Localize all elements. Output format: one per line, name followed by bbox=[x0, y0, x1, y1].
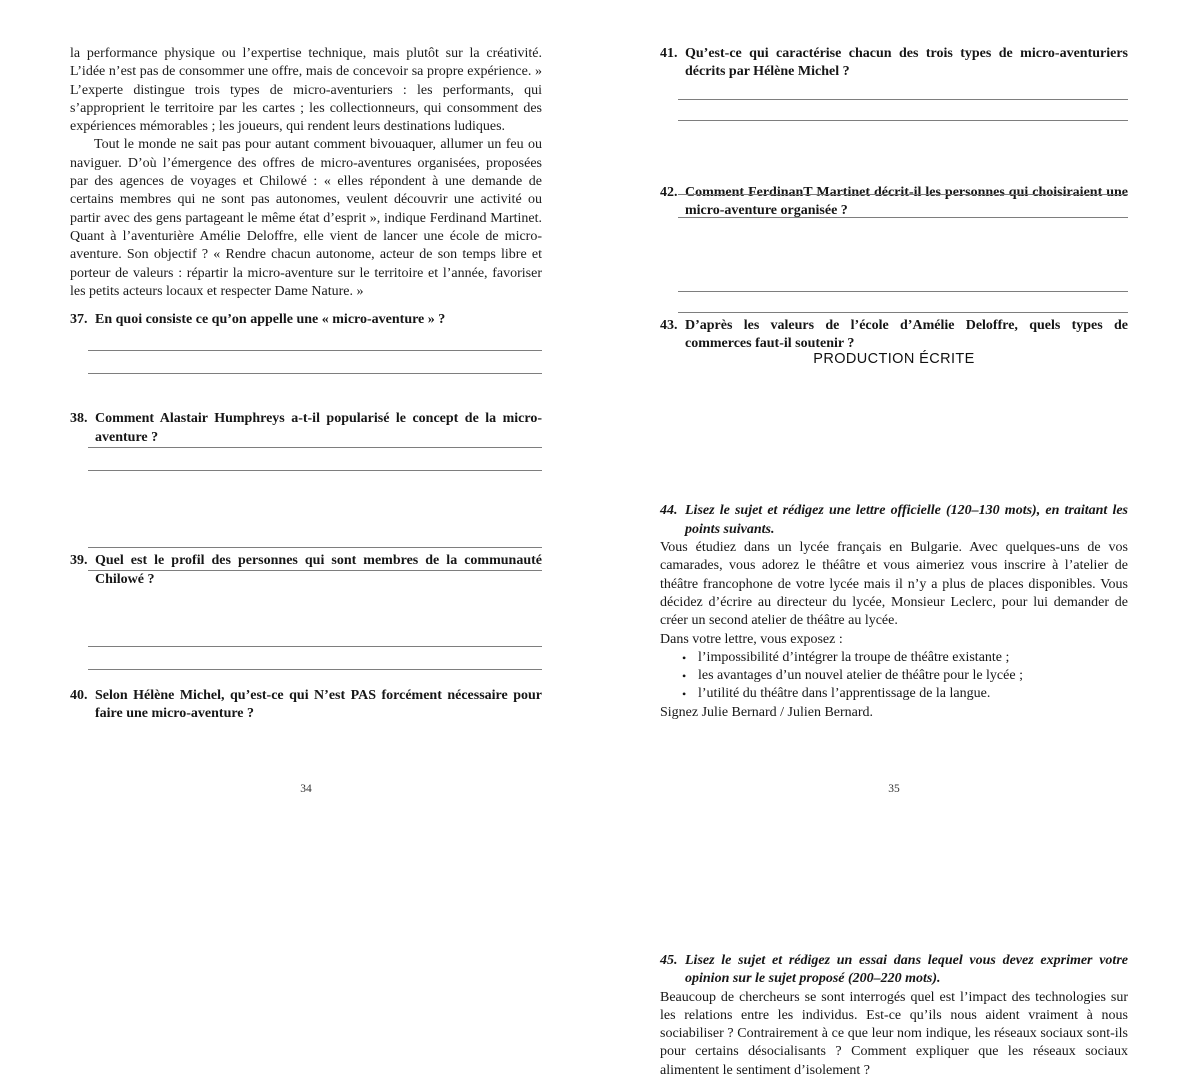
page-number-right: 35 bbox=[888, 783, 900, 795]
question-item-37 bbox=[70, 311, 542, 329]
answer-line bbox=[88, 646, 542, 647]
page-left bbox=[70, 0, 542, 852]
bullet-item: • l’impossibilité d’intégrer la troupe de théâtre existante ; bbox=[660, 649, 1128, 667]
answer-line bbox=[88, 470, 542, 471]
task-item-44 bbox=[660, 502, 1128, 722]
task-body: Vous étudiez dans un lycée français en Bulgarie. Avec quelques-uns de vos camarades, vous adorez le théâtre et vous aimeriez vous inscrire à l’atelier de théâtre francophone de votre lycée mais il n’y a plus de places disponibles. Vous décidez d’écrire au directeur du lycée, Monsieur Leclerc, pour lui demander de créer un second atelier de théâtre au lycée. bbox=[660, 540, 1128, 629]
question-text: Quel est le profil des personnes qui sont membres de la communauté Chilowé ? bbox=[95, 553, 542, 587]
task-lead-in: Dans votre lettre, vous exposez : bbox=[660, 631, 843, 647]
bullet-item: • les avantages d’un nouvel atelier de théâtre pour le lycée ; bbox=[660, 667, 1128, 685]
answer-line bbox=[678, 312, 1128, 313]
task-signature: Signez Julie Bernard / Julien Bernard. bbox=[660, 704, 874, 720]
answer-line bbox=[678, 120, 1128, 121]
question-item-42 bbox=[660, 184, 1128, 221]
task-instruction bbox=[660, 502, 1128, 539]
page-right bbox=[660, 0, 1128, 1078]
bullet-item: • l’utilité du théâtre dans l’apprentissage de la langue. bbox=[660, 685, 1128, 703]
question-number: 37. bbox=[70, 312, 88, 327]
answer-line bbox=[88, 547, 542, 548]
question-item-40 bbox=[70, 687, 542, 724]
question-number: 38. bbox=[70, 411, 88, 427]
question-item-38 bbox=[70, 410, 542, 447]
answer-line bbox=[678, 291, 1128, 292]
question-number: 45. bbox=[660, 953, 678, 968]
bullet-list bbox=[660, 649, 1128, 704]
question-number: 39. bbox=[70, 553, 88, 569]
question-number: 40. bbox=[70, 688, 88, 704]
section-heading-production-ecrite: PRODUCTION ÉCRITE bbox=[813, 351, 975, 367]
answer-line bbox=[88, 669, 542, 670]
question-text: Comment FerdinanT Martinet décrit-il les personnes qui choisiraient une micro-aventure organisée ? bbox=[685, 184, 1128, 219]
question-number: 43. bbox=[660, 317, 678, 333]
question-text: Comment Alastair Humphreys a-t-il popularisé le concept de la micro-aventure ? bbox=[95, 411, 542, 445]
question-text: Qu’est-ce qui caractérise chacun des trois types de micro-aventuriers décrits par Hélène Michel ? bbox=[685, 46, 1128, 80]
article-text-block bbox=[70, 45, 542, 301]
question-number: 41. bbox=[660, 46, 678, 61]
answer-line bbox=[88, 447, 542, 448]
question-text: Selon Hélène Michel, qu’est-ce qui N’est PAS forcément nécessaire pour faire une micro-aventure ? bbox=[95, 688, 542, 722]
article-paragraph: la performance physique ou l’expertise technique, mais plutôt sur la créativité. L’idée n’est pas de consommer une offre, mais de concevoir sa propre expérience. » L’experte distingue trois types de micro-aventuriers : les performants, qui s’approprient le territoire par les cartes ; les collectionneurs, qui consomment des expériences mémorables ; les joueurs, qui rendent leurs destinations ludiques. bbox=[70, 46, 542, 135]
task-instruction bbox=[660, 952, 1128, 989]
answer-line bbox=[88, 373, 542, 374]
question-item-41 bbox=[660, 45, 1128, 82]
question-item-43 bbox=[660, 317, 1128, 354]
task-instruction-text: Lisez le sujet et rédigez un essai dans lequel vous devez exprimer votre opinion sur le sujet proposé (200–220 mots). bbox=[685, 953, 1128, 987]
page-number-left: 34 bbox=[300, 783, 312, 795]
answer-line bbox=[88, 570, 542, 571]
task-instruction-text: Lisez le sujet et rédigez une lettre officielle (120–130 mots), en traitant les points suivants. bbox=[685, 503, 1128, 537]
question-number: 44. bbox=[660, 503, 678, 519]
answer-line bbox=[678, 194, 1128, 195]
task-body: Beaucoup de chercheurs se sont interrogés quel est l’impact des technologies sur les relations entre les individus. Est-ce qu’ils nous aident vraiment à nous sociabiliser ? Contrairement à ce que leur nom indique, les réseaux sociaux sont-ils pour certains désocialisants ? Comment expliquer que les réseaux sociaux alimentent le sentiment d’isolement ? bbox=[660, 989, 1128, 1078]
question-text: En quoi consiste ce qu’on appelle une « micro-aventure » ? bbox=[95, 312, 446, 327]
task-item-45 bbox=[660, 952, 1128, 1080]
article-paragraph: Tout le monde ne sait pas pour autant comment bivouaquer, allumer un feu ou naviguer. D’où l’émergence des offres de micro-aventures organisées, proposées par des agences de voyages et Chilowé : « elles répondent à une demande de certains membres qui ne sont pas autonomes, veulent découvrir une activité ou partir avec des gens partageant le même état d’esprit », indique Ferdinand Martinet. Quant à l’aventurière Amélie Deloffre, elle vient de lancer une école de micro-aventure. Son objectif ? « Rendre chacun autonome, acteur de son temps libre et porteur de valeurs : répartir la micro-aventure sur le territoire et l’année, favoriser les petits acteurs locaux et respecter Dame Nature. » bbox=[70, 137, 542, 299]
question-number: 42. bbox=[660, 184, 678, 200]
answer-line bbox=[678, 217, 1128, 218]
answer-line bbox=[678, 99, 1128, 100]
question-text: D’après les valeurs de l’école d’Amélie Deloffre, quels types de commerces faut-il soutenir ? bbox=[685, 317, 1128, 352]
answer-line bbox=[88, 350, 542, 351]
